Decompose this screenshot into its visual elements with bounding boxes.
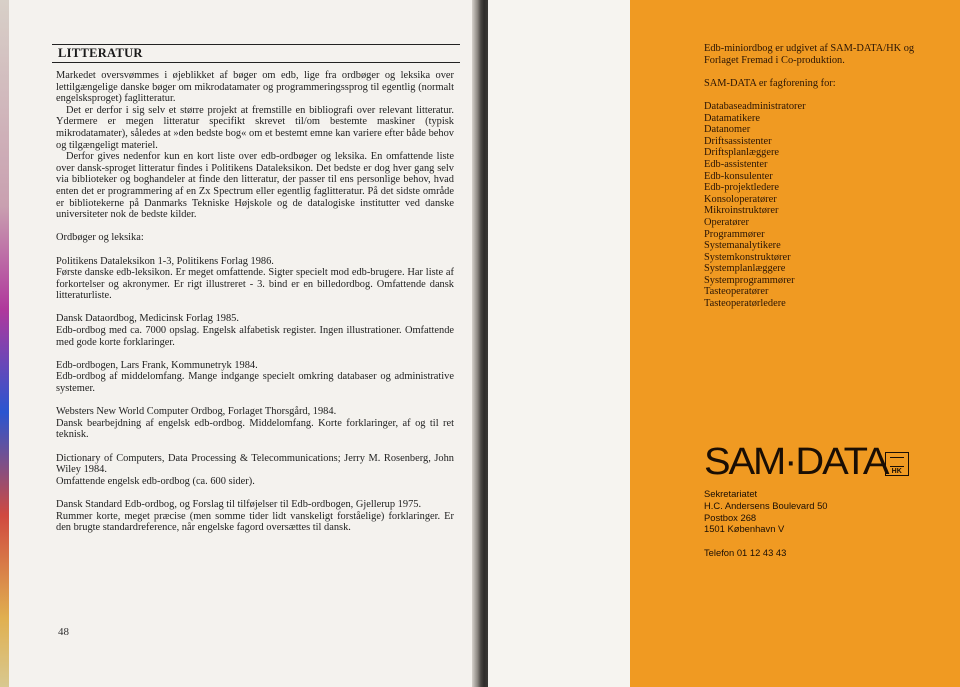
address-line: H.C. Andersens Boulevard 50 [704, 499, 828, 511]
entry-description: Omfattende engelsk edb-ordbog (ca. 600 sider). [56, 475, 255, 487]
role-item: Tasteoperatører [704, 286, 769, 298]
sam-data-logo [704, 436, 909, 482]
paragraph: Derfor gives nedenfor kun en kort liste over edb-ordbøger og leksika. En omfattende liste over dansk-sproget litteratur findes i Politikens Dataleksikon. Det bedste er dog hver gang selv via biblioteker og boghandeler at finde den litteratur, der passer til ens personlige behov, hvad enten det er programmering af en Zx Spectrum eller egentlig faglitteratur. På det sidste område er bibliotekerne på Danmarks Tekniske Højskole og de datalogiske institutter ved danske universiteter nok de bedste kilder. [56, 151, 454, 221]
phone-number: Telefon 01 12 43 43 [704, 546, 787, 558]
address-line: 1501 København V [704, 523, 785, 535]
role-list [704, 101, 949, 310]
role-item: Systemplanlæggere [704, 263, 786, 275]
role-item: Driftsassistenter [704, 135, 772, 147]
entry-title: Dansk Standard Edb-ordbog, og Forslag til tilføjelser til Edb-ordbogen, Gjellerup 1975. [56, 498, 422, 510]
role-item: Edb-assistenter [704, 158, 768, 170]
book-gutter [472, 0, 488, 687]
paragraph: Det er derfor i sig selv et større projekt at fremstille en bibliografi over relevant litteratur. Ydermere er megen litteratur specifikt skrevet til/om bestemte maskiner (typisk mikrodatamater), således at »den bedste bog« om et bestemt emne kan variere efter både behov og tilgængeligt materiel. [56, 104, 454, 151]
list-item [56, 499, 454, 534]
list-item [56, 360, 454, 395]
list-item [56, 256, 454, 302]
entry-title: Dictionary of Computers, Data Processing & Telecommunications; Jerry M. Rosenberg, John Wiley 1984. [56, 452, 454, 476]
publisher-note: Edb-miniordbog er udgivet af SAM-DATA/HK og Forlaget Fremad i Co-produktion. [704, 43, 915, 66]
left-page-body [56, 70, 454, 534]
role-item: Datamatikere [704, 112, 760, 124]
entry-title: Websters New World Computer Ordbog, Forlaget Thorsgård, 1984. [56, 406, 337, 418]
entry-title: Dansk Dataordbog, Medicinsk Forlag 1985. [56, 313, 239, 325]
list-heading: Ordbøger og leksika: [56, 232, 144, 244]
list-item [56, 453, 454, 488]
role-item: Mikroinstruktører [704, 205, 779, 217]
entry-description: Rummer korte, meget præcise (men somme tider lidt vanskeligt forståelige) forklaringer. Er den brugte standardreference, når engelske fagord oversættes til dansk. [56, 510, 454, 534]
role-item: Systemanalytikere [704, 240, 781, 252]
entry-description: Edb-ordbog af middelomfang. Mange indgange specielt omkring databaser og administrative systemer. [56, 371, 454, 395]
logo-wordmark: SAM·DATA [704, 441, 888, 483]
entry-title: Politikens Dataleksikon 1-3, Politikens Forlag 1986. [56, 255, 274, 267]
address-line: Sekretariatet [704, 488, 758, 499]
contact-address [704, 488, 924, 559]
role-item: Operatører [704, 216, 749, 228]
role-item: Edb-konsulenter [704, 170, 773, 182]
union-line: SAM-DATA er fagforening for: [704, 77, 836, 89]
blank-page-strip [488, 0, 630, 687]
role-item: Systemkonstruktører [704, 251, 791, 263]
page-edge [0, 0, 9, 687]
role-item: Tasteoperatørledere [704, 298, 786, 310]
section-heading: LITTERATUR [52, 44, 460, 63]
role-item: Systemprogrammører [704, 274, 795, 286]
role-item: Datanomer [704, 124, 751, 136]
hk-badge-icon [885, 452, 909, 476]
page-number: 48 [58, 626, 69, 638]
role-item: Databaseadministratorer [704, 100, 806, 112]
right-page-body [704, 43, 949, 310]
entry-title: Edb-ordbogen, Lars Frank, Kommunetryk 1984. [56, 359, 258, 371]
entry-description: Første danske edb-leksikon. Er meget omfattende. Sigter specielt mod edb-brugere. Har liste af forkortelser og akronymer. Er rigt illustreret - 3. bind er en billedordbog. Omfattende dansk litteraturliste. [56, 267, 454, 302]
entry-description: Edb-ordbog med ca. 7000 opslag. Engelsk alfabetisk register. Ingen illustrationer. Omfattende med gode korte forklaringer. [56, 325, 454, 348]
role-item: Driftsplanlæggere [704, 147, 780, 159]
hk-badge-label: HK [891, 468, 902, 475]
list-item [56, 313, 454, 348]
role-item: Konsoloperatører [704, 193, 777, 205]
address-line: Postbox 268 [704, 511, 757, 523]
entry-description: Dansk bearbejdning af engelsk edb-ordbog. Middelomfang. Korte forklaringer, af og til ret teknisk. [56, 417, 454, 441]
role-item: Programmører [704, 228, 765, 240]
paragraph: Markedet oversvømmes i øjeblikket af bøger om edb, lige fra ordbøger og leksika over lettilgængelige danske bøger om mikrodatamater og programmeringssprog til egentlig (normalt engelsksproget) faglitteratur. [56, 70, 454, 105]
list-item [56, 406, 454, 441]
role-item: Edb-projektledere [704, 182, 780, 194]
